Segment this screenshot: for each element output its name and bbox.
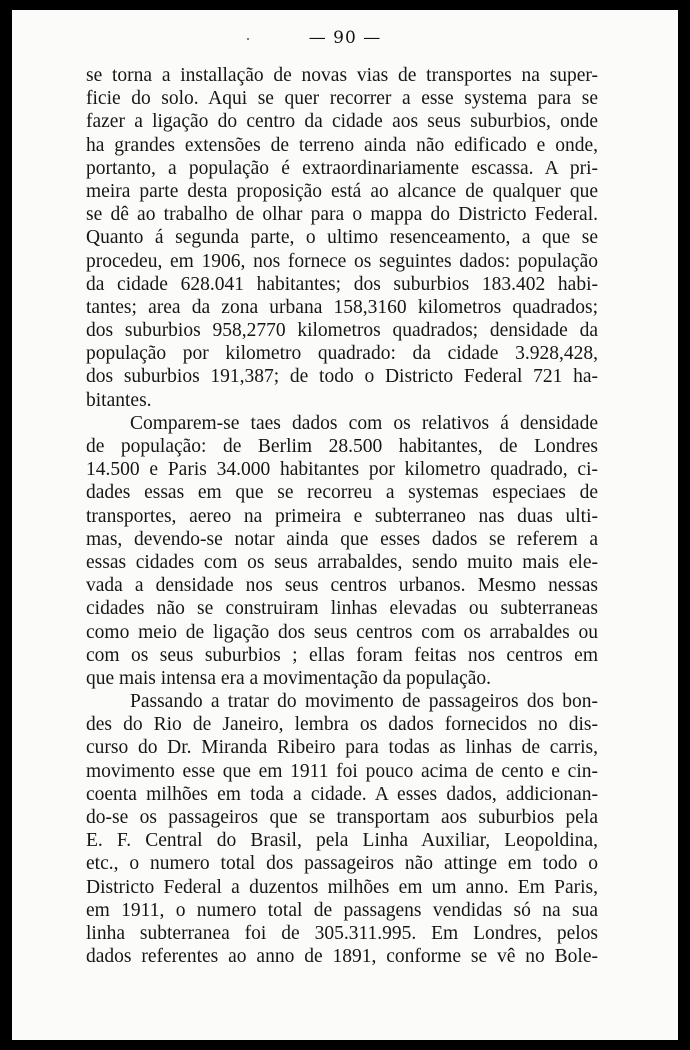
- paragraph: [86, 690, 598, 968]
- text-line: Comparem-se taes dados com os relativos á densidade: [130, 412, 598, 434]
- text-line: população por kilometro quadrado: da cidade 3.928,428,: [86, 343, 598, 365]
- text-line: Quanto á segunda parte, o ultimo resenceamento, a que se: [86, 227, 598, 249]
- text-line: des do Rio de Janeiro, lembra os dados fornecidos no dis-: [86, 714, 598, 736]
- body-text: [86, 64, 598, 968]
- text-line: meira parte desta proposição está ao alcance de qualquer que: [86, 180, 598, 202]
- text-line: em 1911, o numero total de passagens vendidas só na sua: [86, 899, 598, 921]
- text-line: da cidade 628.041 habitantes; dos suburbios 183.402 habi-: [86, 273, 598, 295]
- text-line: essas cidades com os seus arrabaldes, sendo muito mais ele-: [86, 551, 598, 573]
- text-line: do-se os passageiros que se transportam aos suburbios pela: [86, 807, 598, 828]
- text-line: dos suburbios 958,2770 kilometros quadrados; densidade da: [86, 320, 598, 342]
- book-page: [12, 10, 678, 1040]
- text-line: cidades não se construiram linhas elevadas ou subterraneas: [86, 598, 598, 620]
- text-line: fazer a ligação do centro da cidade aos seus suburbios, onde: [86, 111, 598, 133]
- paragraph: [86, 64, 598, 412]
- text-line: portanto, a população é extraordinariamente escassa. A pri-: [86, 157, 598, 179]
- text-line: ficie do solo. Aqui se quer recorrer a esse systema para se: [86, 88, 598, 110]
- text-line: Passando a tratar do movimento de passageiros dos bon-: [130, 691, 598, 713]
- text-line: etc., o numero total dos passageiros não attinge em todo o: [86, 853, 598, 875]
- text-line: se torna a installação de novas vias de transportes na super-: [86, 65, 598, 86]
- text-line: 14.500 e Paris 34.000 habitantes por kilometro quadrado, ci-: [86, 459, 598, 481]
- text-line: bitantes.: [86, 389, 152, 411]
- text-line: linha subterranea foi de 305.311.995. Em Londres, pelos: [86, 922, 598, 944]
- text-line: vada a densidade nos seus centros urbanos. Mesmo nessas: [86, 575, 598, 597]
- text-line: dades essas em que se recorreu a systemas especiaes de: [86, 482, 598, 504]
- text-line: se dê ao trabalho de olhar para o mappa do Districto Federal.: [86, 204, 598, 226]
- text-line: transportes, aereo na primeira e subterraneo nas duas ulti-: [86, 505, 598, 527]
- text-line: mas, devendo-se notar ainda que esses dados se referem a: [86, 528, 598, 550]
- text-line: Districto Federal a duzentos milhões em um anno. Em Paris,: [86, 876, 598, 898]
- text-line: que mais intensa era a movimentação da população.: [86, 667, 492, 689]
- page-number: — 90 —: [308, 28, 382, 48]
- text-line: tantes; area da zona urbana 158,3160 kilometros quadrados;: [86, 296, 598, 318]
- text-line: E. F. Central do Brasil, pela Linha Auxiliar, Leopoldina,: [86, 830, 598, 852]
- text-line: ha grandes extensões de terreno ainda não edificado e onde,: [86, 134, 598, 156]
- text-line: procedeu, em 1906, nos fornece os seguintes dados: população: [86, 250, 598, 272]
- text-line: curso do Dr. Miranda Ribeiro para todas as linhas de carris,: [86, 737, 598, 759]
- print-speck: [247, 38, 249, 40]
- text-line: dados referentes ao anno de 1891, conforme se vê no Bole-: [86, 946, 598, 968]
- text-line: com os seus suburbios ; ellas foram feitas nos centros em: [86, 644, 598, 666]
- paragraph: [86, 412, 598, 690]
- text-line: como meio de ligação dos seus centros com os arrabaldes ou: [86, 621, 598, 643]
- text-line: movimento esse que em 1911 foi pouco acima de cento e cin-: [86, 760, 598, 782]
- text-line: de população: de Berlim 28.500 habitantes, de Londres: [86, 436, 598, 457]
- text-line: dos suburbios 191,387; de todo o Districto Federal 721 ha-: [86, 366, 598, 388]
- text-line: coenta milhões em toda a cidade. A esses dados, addicionan-: [86, 783, 598, 805]
